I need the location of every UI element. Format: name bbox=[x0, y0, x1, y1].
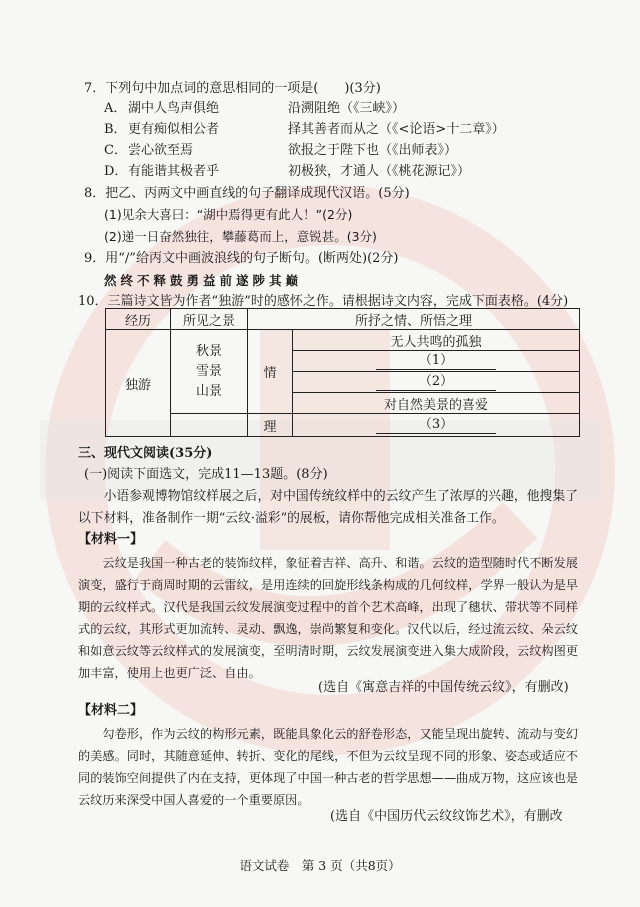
q10-header-experience: 经历 bbox=[106, 309, 171, 330]
q7-stem: 7．下列句中加点词的意思相同的一项是( )(3分) bbox=[84, 81, 381, 96]
section3-intro: 小语参观博物馆纹样展之后，对中国传统纹样中的云纹产生了浓厚的兴趣，他搜集了以下材料，准备制作一期“云纹·溢彩”的展板，请你帮他完成相关准备工作。 bbox=[78, 489, 578, 526]
q9-stem: 9．用“/”给丙文中画波浪线的句子断句。(断两处)(2分) bbox=[84, 251, 399, 266]
q10-scene-autumn: 秋景 bbox=[195, 343, 222, 359]
q10-cell-scenes bbox=[171, 330, 248, 414]
q8-item-2: (2)递一日奋然独往，攀藤葛而上，意锐甚。(3分) bbox=[104, 229, 377, 244]
q10-scene-mountain: 山景 bbox=[195, 383, 222, 399]
q7-option-d-letter: D． bbox=[104, 164, 128, 179]
material2-source: (选自《中国历代云纹纹饰艺术》，有删改 bbox=[330, 809, 563, 824]
q10-cell-empty bbox=[171, 414, 248, 437]
q10-cell-experience: 独游 bbox=[106, 330, 171, 437]
q10-stem: 10．三篇诗文皆为作者“独游”时的感怀之作。请根据诗文内容，完成下面表格。(4分) bbox=[78, 294, 569, 309]
q10-cell-qing: 情 bbox=[248, 330, 293, 414]
q7-option-a-left: 湖中人鸟声俱绝 bbox=[128, 101, 220, 116]
q10-blank-2-cell bbox=[293, 372, 580, 393]
material1-title: 【材料一】 bbox=[78, 532, 144, 547]
q9-sentence: 然终不释鼓勇益前遂陟其巅 bbox=[104, 273, 303, 288]
material1-source: (选自《寓意吉祥的中国传统云纹》，有删改) bbox=[318, 680, 569, 695]
q7-option-b-letter: B． bbox=[104, 122, 127, 137]
q10-header-scenes: 所见之景 bbox=[171, 309, 248, 330]
section3-subtitle: (一)阅读下面选文，完成11—13题。(8分) bbox=[84, 467, 328, 482]
q7-option-c-left: 尝心欲至焉 bbox=[128, 143, 194, 158]
section3-title: 三、现代文阅读(35分) bbox=[78, 446, 213, 461]
q7-option-b-right: 择其善者而从之（《<论语>十二章》） bbox=[288, 122, 505, 137]
material2-text: 勾卷形，作为云纹的构形元素，既能具象化云的舒卷形态，又能呈现出旋转、流动与变幻的美感。同时，其随意延伸、转折、变化的尾线，不但为云纹呈现不同的形象、姿态或适应不同的装饰空间提供了内在支持，更体现了中国一种古老的哲学思想——曲成万物，这应该也是云纹历来深受中国人喜爱的一个重要原因。 bbox=[78, 727, 578, 807]
material2-title: 【材料二】 bbox=[78, 703, 144, 718]
q7-option-a-right: 沿溯阻绝（《三峡》） bbox=[288, 101, 406, 116]
q7-option-c-right: 欲报之于陛下也（《出师表》） bbox=[288, 143, 458, 158]
q10-blank-1-cell bbox=[293, 351, 580, 372]
material1-text: 云纹是我国一种古老的装饰纹样，象征着吉祥、高升、和谐。云纹的造型随时代不断发展演变，盛行于商周时期的云雷纹，是用连续的回旋形线条构成的几何纹样，学界一般认为是早期的云纹样式。汉代是我国云纹发展演变过程中的首个艺术高峰，出现了穗状、带状等不同样式的云纹，其形式更加流转、灵动、飘逸，崇尚繁复和变化。汉代以后，经过流云纹、朵云纹和如意云纹等云纹样式的发展演变，至明清时期，云纹发展演变进入集大成阶段，云纹构图更加丰富，使用上也更广泛、自由。 bbox=[78, 556, 578, 680]
q8-stem: 8．把乙、丙两文中画直线的句子翻译成现代汉语。(5分) bbox=[84, 186, 410, 201]
page-footer: 语文试卷 第 3 页（共8页） bbox=[239, 858, 401, 873]
q10-table bbox=[105, 308, 580, 437]
q7-option-d-left: 有能谐其极者乎 bbox=[128, 164, 220, 179]
q7-option-b-left: 更有痴似相公者 bbox=[128, 122, 220, 137]
q10-blank-3[interactable]: （3） bbox=[376, 417, 496, 434]
q10-row-loneliness: 无人共鸣的孤独 bbox=[293, 330, 580, 351]
q10-header-feelings: 所抒之情、所悟之理 bbox=[248, 309, 580, 330]
q10-blank-1[interactable]: （1） bbox=[376, 353, 496, 370]
q8-item-1: (1)见余大喜曰：“湖中焉得更有此人！”(2分) bbox=[104, 207, 353, 222]
q7-option-d-right: 初极狭，才通人（《桃花源记》） bbox=[288, 164, 471, 179]
q10-blank-2[interactable]: （2） bbox=[376, 374, 496, 391]
q7-option-c-letter: C． bbox=[104, 143, 127, 158]
q10-row-nature-love: 对自然美景的喜爱 bbox=[293, 393, 580, 414]
q10-blank-3-cell bbox=[293, 414, 580, 437]
q10-cell-li: 理 bbox=[248, 414, 293, 437]
q10-scene-snow: 雪景 bbox=[195, 363, 222, 379]
q7-option-a-letter: A． bbox=[104, 101, 127, 116]
